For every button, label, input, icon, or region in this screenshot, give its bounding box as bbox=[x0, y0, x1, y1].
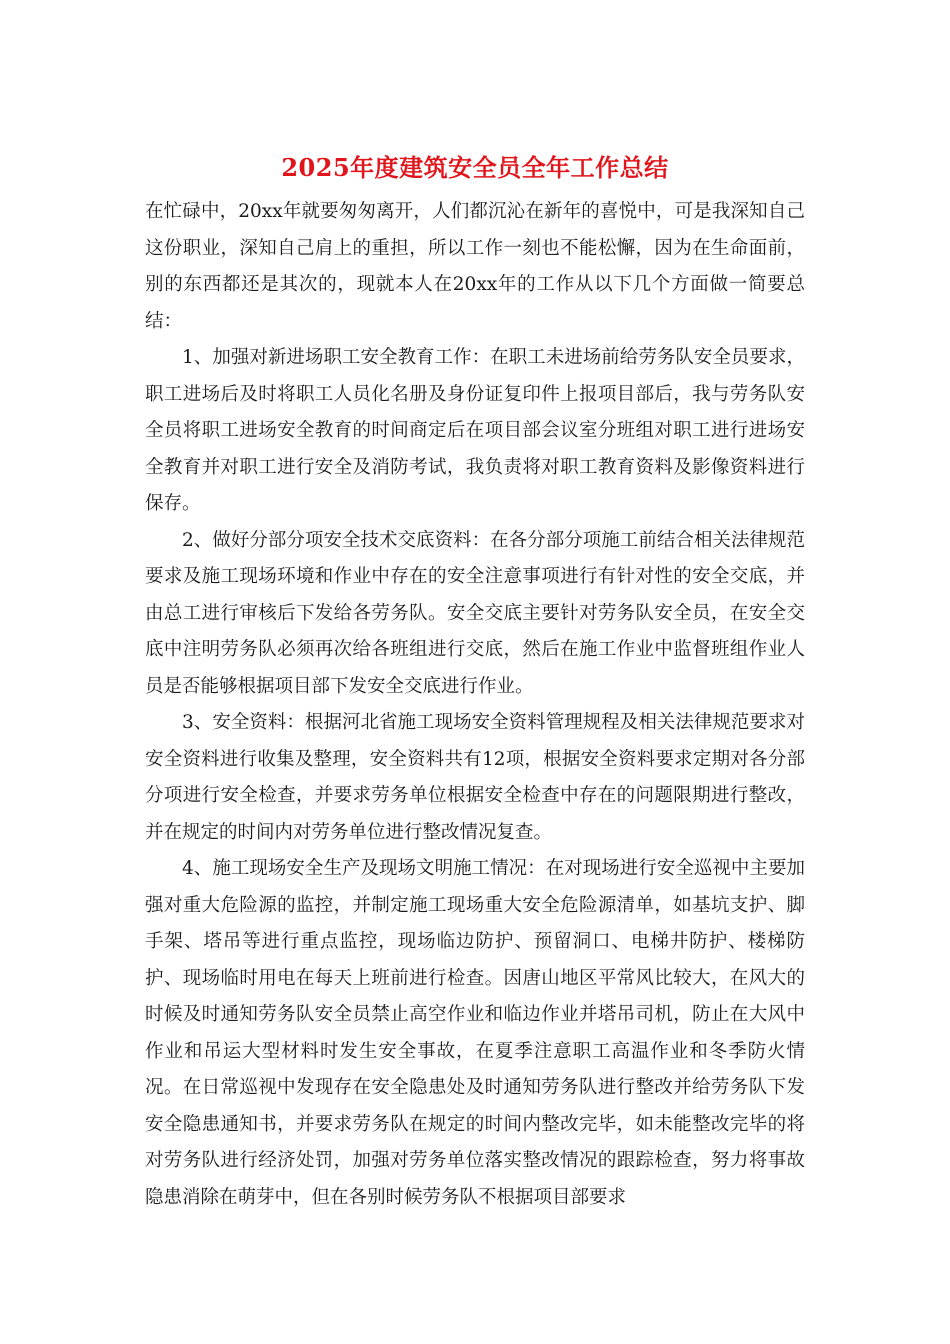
section-1-paragraph: 1、加强对新进场职工安全教育工作：在职工未进场前给劳务队安全员要求，职工进场后及时将职工人员化名册及身份证复印件上报项目部后，我与劳务队安全员将职工进场安全教育的时间商定后在项目部会议室分班组对职工进行进场安全教育并对职工进行安全及消防考试，我负责将对职工教育资料及影像资料进行保存。 bbox=[145, 347, 805, 514]
document-body bbox=[145, 194, 805, 1216]
section-2-paragraph: 2、做好分部分项安全技术交底资料：在各分部分项施工前结合相关法律规范要求及施工现场环境和作业中存在的安全注意事项进行有针对性的安全交底，并由总工进行审核后下发给各劳务队。安全交底主要针对劳务队安全员，在安全交底中注明劳务队必须再次给各班组进行交底，然后在施工作业中监督班组作业人员是否能够根据项目部下发安全交底进行作业。 bbox=[145, 529, 805, 697]
intro-paragraph: 在忙碌中，20xx年就要匆匆离开，人们都沉沁在新年的喜悦中，可是我深知自己这份职业，深知自己肩上的重担，所以工作一刻也不能松懈，因为在生命面前，别的东西都还是其次的，现就本人在20xx年的工作从以下几个方面做一简要总结： bbox=[145, 201, 805, 332]
section-4-paragraph: 4、施工现场安全生产及现场文明施工情况：在对现场进行安全巡视中主要加强对重大危险源的监控，并制定施工现场重大安全危险源清单，如基坑支护、脚手架、塔吊等进行重点监控，现场临边防护、预留洞口、电梯井防护、楼梯防护、现场临时用电在每天上班前进行检查。因唐山地区平常风比较大，在风大的时候及时通知劳务队安全员禁止高空作业和临边作业并塔吊司机，防止在大风中作业和吊运大型材料时发生安全事故，在夏季注意职工高温作业和冬季防火情况。在日常巡视中发现存在安全隐患处及时通知劳务队进行整改并给劳务队下发安全隐患通知书，并要求劳务队在规定的时间内整改完毕，如未能整改完毕的将对劳务队进行经济处罚，加强对劳务单位落实整改情况的跟踪检查，努力将事故隐患消除在萌芽中，但在各别时候劳务队不根据项目部要求 bbox=[145, 858, 805, 1208]
document-title: 2025年度建筑安全员全年工作总结 bbox=[281, 153, 669, 182]
section-3-paragraph: 3、安全资料：根据河北省施工现场安全资料管理规程及相关法律规范要求对安全资料进行收集及整理，安全资料共有12项，根据安全资料要求定期对各分部分项进行安全检查，并要求劳务单位根据安全检查中存在的问题限期进行整改，并在规定的时间内对劳务单位进行整改情况复查。 bbox=[145, 712, 805, 843]
